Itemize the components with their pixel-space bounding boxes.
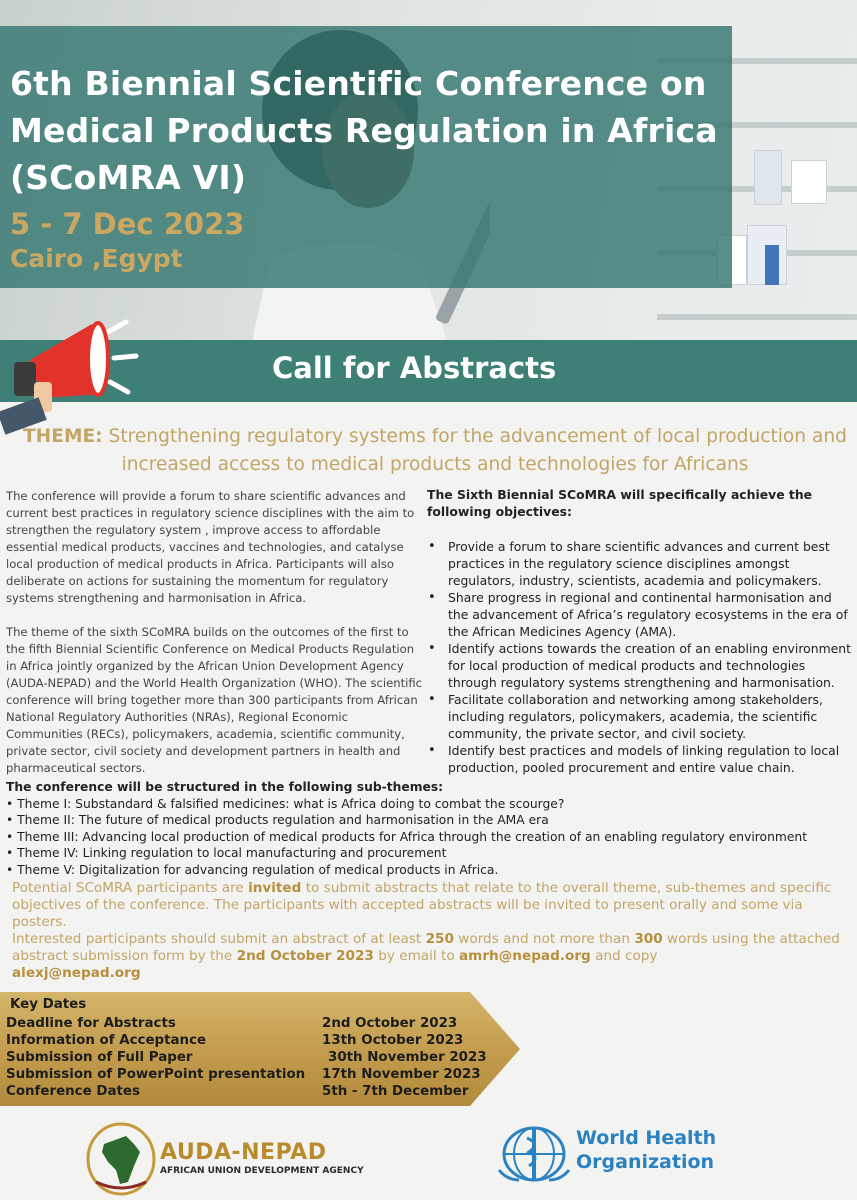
subthemes-section <box>6 779 851 878</box>
intro-paragraph: The conference will provide a forum to share scientific advances and current best practices in regulatory science disciplines with the aim to strengthen the regulatory system , improve access to affordable essential medical products, vaccines and technologies, and catalyse local production of medical products in Africa. Participants will also deliberate on actions for sustaining the momentum for regulatory systems strengthening and harmonisation in Africa. <box>6 489 415 605</box>
subtheme-item: • Theme II: The future of medical products regulation and harmonisation in the AMA era <box>6 813 549 827</box>
submission-instructions: Interested participants should submit an abstract of at least 250 words and not more than 300 words using the attached abstract submission form by the 2nd October 2023 by email to amrh@nepad.org and copy alexj@nepad.org <box>12 931 840 981</box>
subtheme-item: • Theme V: Digitalization for advancing regulation of medical products in Africa. <box>6 862 499 877</box>
intro-column <box>6 488 426 794</box>
conference-dates: 5 - 7 Dec 2023 <box>10 207 245 241</box>
partner-logos <box>0 1106 857 1200</box>
copy-email[interactable]: alexj@nepad.org <box>12 965 141 981</box>
objective-item: • Share progress in regional and continental harmonisation and the advancement of Africa’s regulatory ecosystems in the era of the African Medicines Agency (AMA). <box>424 589 854 640</box>
medicine-box <box>765 245 779 285</box>
objectives-column <box>424 486 854 776</box>
theme-statement <box>20 423 850 479</box>
subtheme-item: • Theme IV: Linking regulation to local manufacturing and procurement <box>6 846 447 860</box>
auda-nepad-emblem-icon <box>86 1122 156 1196</box>
objective-item: • Facilitate collaboration and networking among stakeholders, including regulators, policymakers, academia, the scientific community, the private sector, and civil society. <box>424 691 854 742</box>
theme-label: THEME: <box>23 426 103 447</box>
auda-nepad-logo-text: AUDA-NEPAD <box>160 1140 327 1165</box>
medicine-box <box>791 160 827 204</box>
subtheme-item: • Theme I: Substandard & falsified medicines: what is Africa doing to combat the scourge? <box>6 796 565 811</box>
objectives-heading: The Sixth Biennial SCoMRA will specifically achieve the following objectives: <box>427 487 813 519</box>
objective-item: • Provide a forum to share scientific advances and current best practices in the regulatory science disciplines amongst regulators, industry, scientists, academia and policymakers. <box>424 538 854 589</box>
call-for-abstracts-heading: Call for Abstracts <box>272 351 557 385</box>
objective-item: • Identify best practices and models of linking regulation to local production, pooled procurement and entire value chain. <box>424 742 854 776</box>
who-emblem-icon <box>497 1124 571 1184</box>
auda-nepad-subtitle: AFRICAN UNION DEVELOPMENT AGENCY <box>160 1166 364 1176</box>
medicine-box <box>754 150 782 205</box>
conference-location: Cairo ,Egypt <box>10 244 183 273</box>
objective-item: • Identify actions towards the creation of an enabling environment for local production of medical products and technologies through regulatory systems strengthening and harmonisation. <box>424 640 854 691</box>
intro-paragraph: The theme of the sixth SCoMRA builds on the outcomes of the first to the fifth Biennial Scientific Conference on Medical Products Regulation in Africa jointly organized by the African Union Development Agency (AUDA-NEPAD) and the World Health Organization (WHO). The scientific conference will bring together more than 300 participants from African National Regulatory Authorities (NRAs), Regional Economic Communities (RECs), policymakers, academia, scientific community, private sector, civil society and development partners in health and pharmaceutical sectors. <box>6 625 423 775</box>
invitation-paragraph: Potential SCoMRA participants are invited to submit abstracts that relate to the overall theme, sub-themes and specific objectives of the conference. The participants with accepted abstracts will be invited to present orally and some via posters. <box>12 880 832 930</box>
megaphone-icon <box>0 312 140 437</box>
theme-text: Strengthening regulatory systems for the advancement of local production and increased access to medical products and technologies for Africans <box>108 426 847 475</box>
key-dates-title: Key Dates <box>10 997 87 1012</box>
key-dates-panel: Key Dates Deadline for Abstracts 2nd October 2023 Information of Acceptance 13th October 2023 Submission of Full Paper 30th November 2023 Submission of PowerPoint presentation 17th November 2023 Conference Dates 5th - 7th December <box>0 992 520 1106</box>
conference-title: 6th Biennial Scientific Conference on Medical Products Regulation in Africa (SCoMRA VI) <box>10 64 718 197</box>
subtheme-item: • Theme III: Advancing local production of medical products for Africa through the creation of an enabling regulatory environment <box>6 829 808 844</box>
who-logo-text: World Health Organization <box>576 1127 717 1173</box>
submission-invitation <box>12 880 847 982</box>
subthemes-heading: The conference will be structured in the following sub-themes: <box>6 780 444 794</box>
hero-banner <box>0 0 857 340</box>
objectives-list <box>424 538 854 776</box>
submission-email[interactable]: amrh@nepad.org <box>458 948 591 964</box>
